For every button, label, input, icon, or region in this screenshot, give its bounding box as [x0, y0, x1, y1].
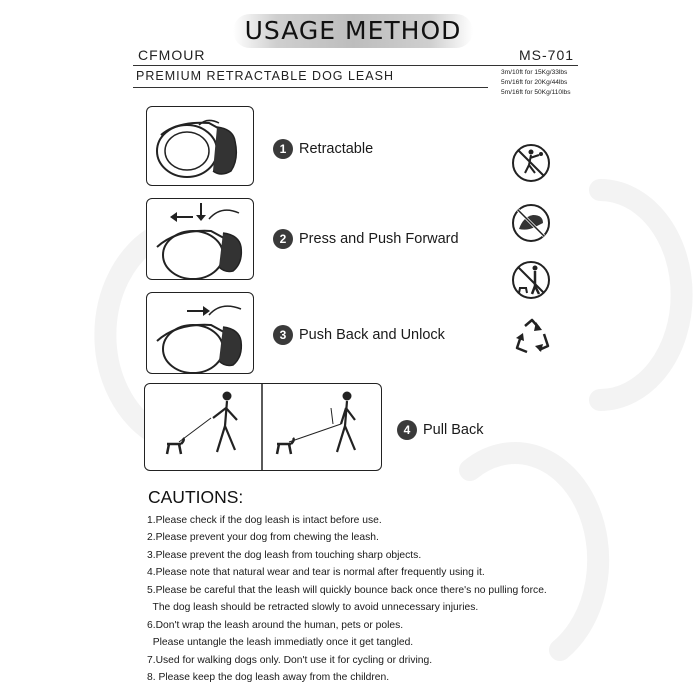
- product-subtitle: PREMIUM RETRACTABLE DOG LEASH: [136, 69, 394, 83]
- caution-line: 6.Don't wrap the leash around the human, pets or poles.: [147, 620, 404, 631]
- caution-line: 2.Please prevent your dog from chewing the leash.: [147, 532, 379, 543]
- step-4-illustration: [144, 383, 382, 471]
- step-3-label: Push Back and Unlock: [299, 327, 445, 343]
- caution-line: 8. Please keep the dog leash away from the children.: [147, 672, 390, 683]
- push-back-icon: [147, 293, 253, 373]
- step-1-label: Retractable: [299, 141, 374, 157]
- step-3-badge: 3: [273, 325, 293, 345]
- no-dog-cycling-icon: [511, 143, 551, 183]
- size-spec-3: 5m/16ft for 50Kg/110lbs: [501, 89, 571, 96]
- caution-line: 1.Please check if the dog leash is intact before use.: [147, 515, 382, 526]
- brand-name: CFMOUR: [138, 47, 206, 63]
- page-title: USAGE METHOD: [244, 16, 462, 45]
- leash-retract-icon: [147, 107, 253, 185]
- step-2-illustration: [146, 198, 254, 280]
- step-2-label: Press and Push Forward: [299, 231, 459, 247]
- press-forward-icon: [147, 199, 253, 279]
- step-2-badge: 2: [273, 229, 293, 249]
- caution-line: Please untangle the leash immediatly once it get tangled.: [147, 637, 414, 648]
- step-3-illustration: [146, 292, 254, 374]
- header-divider: [133, 65, 578, 66]
- caution-line: 4.Please note that natural wear and tear is normal after frequently using it.: [147, 567, 485, 578]
- caution-line: 5.Please be careful that the leash will quickly bounce back once there's no pulling force.: [147, 585, 547, 596]
- subtitle-underline: [133, 87, 488, 88]
- recycle-icon: [511, 316, 553, 358]
- no-chewing-icon: [511, 203, 551, 243]
- step-4-badge: 4: [397, 420, 417, 440]
- size-specs: [501, 68, 571, 98]
- step-4-label: Pull Back: [423, 422, 484, 438]
- caution-line: The dog leash should be retracted slowly to avoid unnecessary injuries.: [147, 602, 479, 613]
- size-spec-1: 3m/10ft for 15Kg/33lbs: [501, 69, 568, 76]
- step-1-badge: 1: [273, 139, 293, 159]
- no-wrapping-icon: [511, 260, 551, 300]
- pull-back-icon: [145, 384, 381, 470]
- step-1-illustration: [146, 106, 254, 186]
- caution-line: 7.Used for walking dogs only. Don't use it for cycling or driving.: [147, 655, 433, 666]
- caution-line: 3.Please prevent the dog leash from touching sharp objects.: [147, 550, 422, 561]
- cautions-heading: CAUTIONS:: [148, 487, 244, 507]
- size-spec-2: 5m/16ft for 20Kg/44lbs: [501, 79, 568, 86]
- model-number: MS-701: [519, 47, 575, 63]
